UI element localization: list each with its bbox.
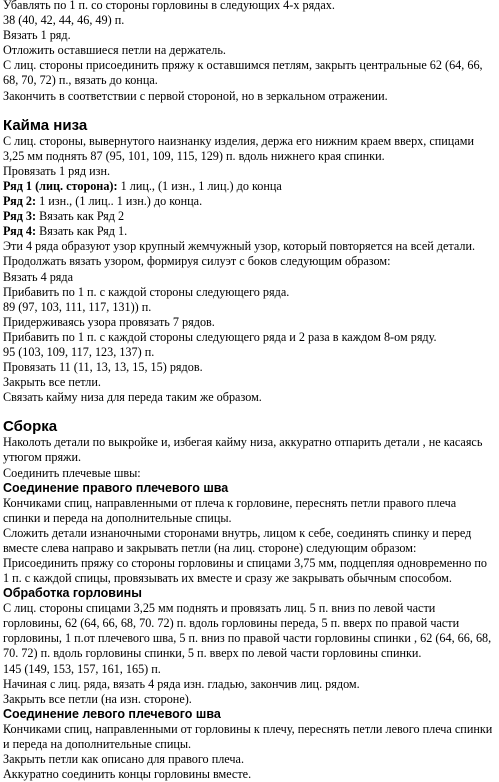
text-line: 89 (97, 103, 111, 117, 131)) п. [3,299,152,314]
text-line: 145 (149, 153, 157, 161, 165) п. [3,661,161,676]
row-label: Ряд 1 (лиц. сторона): [3,178,118,193]
text-line: Начиная с лиц. ряда, вязать 4 ряда изн. гладью, закончив лиц. рядом. [3,676,360,691]
text-line: Придерживаясь узора провязать 7 рядов. [3,314,215,329]
pattern-row [3,179,495,194]
text-line: Прибавить по 1 п. с каждой стороны следующего ряда. [3,284,290,299]
text-line: Связать кайму низа для переда таким же образом. [3,390,262,405]
text-line: Вязать 4 ряда [3,269,74,284]
pattern-row [3,224,495,239]
row-label: Ряд 3: [3,209,37,224]
subheading-right-shoulder: Соединение правого плечевого шва [3,480,229,495]
text-line: Соединить плечевые швы: [3,465,141,480]
text-line: Отложить оставшиеся петли на держатель. [3,43,226,58]
text-line: С лиц. стороны присоединить пряжу к оставшимся петлям, закрыть центральные 62 (64, 66, 68, 70, 72) п., вязать до конца. [3,58,483,88]
text-line: Сложить детали изнаночными сторонами внутрь, лицом к себе, соединять спинку и перед вместе слева направо и закрывать петли (на лиц. стороне) следующим образом: [3,525,472,555]
row-label: Ряд 4: [3,224,37,239]
subheading-left-shoulder: Соединение левого плечевого шва [3,706,221,721]
row-text: Вязать как Ряд 1. [36,224,128,239]
row-text: 1 лиц., (1 изн., 1 лиц.) до конца [117,178,282,193]
text-line: С лиц. стороны, вывернутого наизнанку изделия, держа его нижним краем вверх, спицами 3,25 мм поднять 87 (95, 101, 109, 115, 129) п. вдоль нижнего края спинки. [3,133,474,163]
subheading-neckline: Обработка горловины [3,586,142,601]
row-label: Ряд 2: [3,194,37,209]
text-line: Провязать 11 (11, 13, 13, 15, 15) рядов. [3,360,203,375]
text-line: Убавлять по 1 п. со стороны горловины в следующих 4-х рядах. [3,0,335,12]
text-line: Наколоть детали по выкройке и, избегая кайму низа, аккуратно отпарить детали , не касаясь утюгом пряжи. [3,435,483,465]
text-line: Закрыть все петли. [3,375,101,390]
text-line: 38 (40, 42, 44, 46, 49) п. [3,13,125,28]
text-line: Провязать 1 ряд изн. [3,163,111,178]
text-line: С лиц. стороны спицами 3,25 мм поднять и провязать лиц. 5 п. вниз по левой части горловины, 62 (64, 66, 68, 70. 72) п. вдоль горловины переда, 5 п. вверх по правой части горловины, 1 п.от плечевого шва, 5 п. вниз по правой части горловины спинки , 62 (64, 66, 68, 70. 72) п. вдоль горловины спинки, 5 п. вверх по левой части горловины спинки. [3,601,492,661]
row-text: 1 изн., (1 лиц.. 1 изн.) до конца. [36,194,203,209]
document-page [3,0,495,782]
text-line: Эти 4 ряда образуют узор крупный жемчужный узор, который повторяется на всей детали. [3,239,476,254]
text-line: Кончиками спиц, направленными от горловины к плечу, переснять петли левого плеча спинки и переда на дополнительные спицы. [3,721,493,751]
pattern-row [3,194,495,209]
row-text: Вязать как Ряд 2 [36,209,125,224]
text-line: Закончить в соответствии с первой стороной, но в зеркальном отражении. [3,88,388,103]
text-line: Прибавить по 1 п. с каждой стороны следующего ряда и 2 раза в каждом 8-ом ряду. [3,329,437,344]
pattern-row [3,209,495,224]
text-line: 95 (103, 109, 117, 123, 137) п. [3,344,155,359]
text-line: Продолжать вязать узором, формируя силуэт с боков следующим образом: [3,254,391,269]
text-line: Аккуратно соединить концы горловины вместе. [3,767,252,782]
section-heading-hem: Кайма низа [3,116,88,134]
text-line: Присоединить пряжу со стороны горловины и спицами 3,75 мм, подцепляя одновременно по 1 п. с каждой спицы, провязывать их вместе и сразу же закрывать обычным способом. [3,556,488,586]
text-line: Вязать 1 ряд. [3,28,71,43]
section-heading-assembly: Сборка [3,418,58,436]
text-line: Закрыть петли как описано для правого плеча. [3,752,244,767]
text-line: Кончиками спиц, направленными от плеча к горловине, переснять петли правого плеча спинки и переда на дополнительные спицы. [3,495,457,525]
text-line: Закрыть все петли (на изн. стороне). [3,691,192,706]
